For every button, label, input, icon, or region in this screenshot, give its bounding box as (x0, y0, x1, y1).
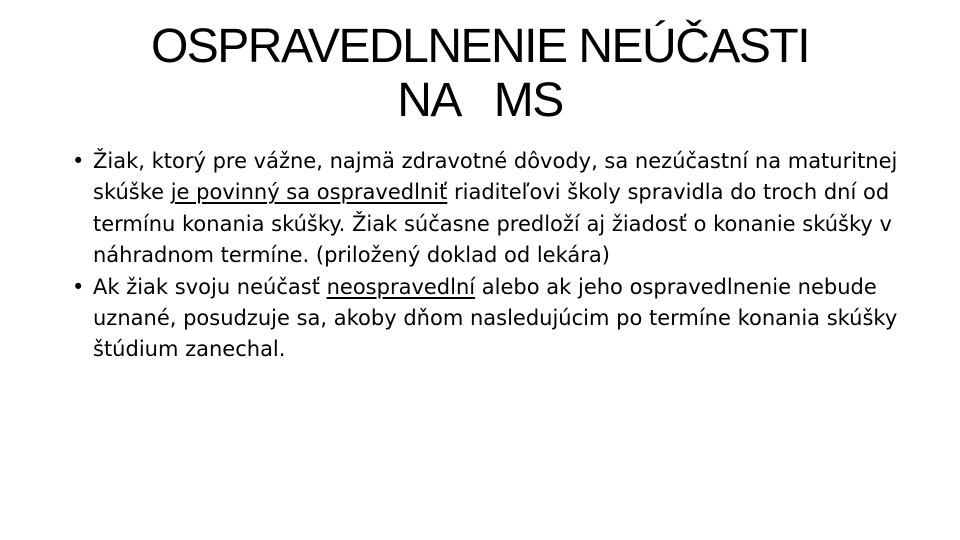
bullet-icon: • (72, 149, 85, 173)
slide-title (60, 20, 900, 128)
bullet-icon: • (72, 274, 85, 299)
bullet-text: Žiak, ktorý pre vážne, najmä zdravotné dôvody, sa nezúčastní na maturitnej skúške (93, 149, 898, 205)
bullet-list (72, 146, 912, 366)
bullet-text-continued: riaditeľovi školy spravidla do troch dní od termínu konania skúšky. Žiak súčasne predloží aj žiadosť o konanie skúšky v náhradnom termíne. (priložený doklad od lekára) (93, 180, 892, 268)
underlined-phrase: je povinný sa ospravedlniť (170, 180, 448, 205)
underlined-phrase: neospravedlní (326, 274, 476, 299)
title-line-2: NA MS (397, 74, 563, 127)
title-line-1: OSPRAVEDLNENIE NEÚČASTI (150, 20, 810, 73)
bullet-text-continued: alebo ak jeho ospravedlnenie nebude uznané, posudzuje sa, akoby dňom nasledujúcim po termíne konania skúšky štúdium zanechal. (93, 274, 898, 362)
bullet-item-unexcused-absence (72, 272, 912, 366)
bullet-item-excuse-obligation (72, 146, 912, 272)
bullet-text: Ak žiak svoju neúčasť (93, 274, 327, 299)
